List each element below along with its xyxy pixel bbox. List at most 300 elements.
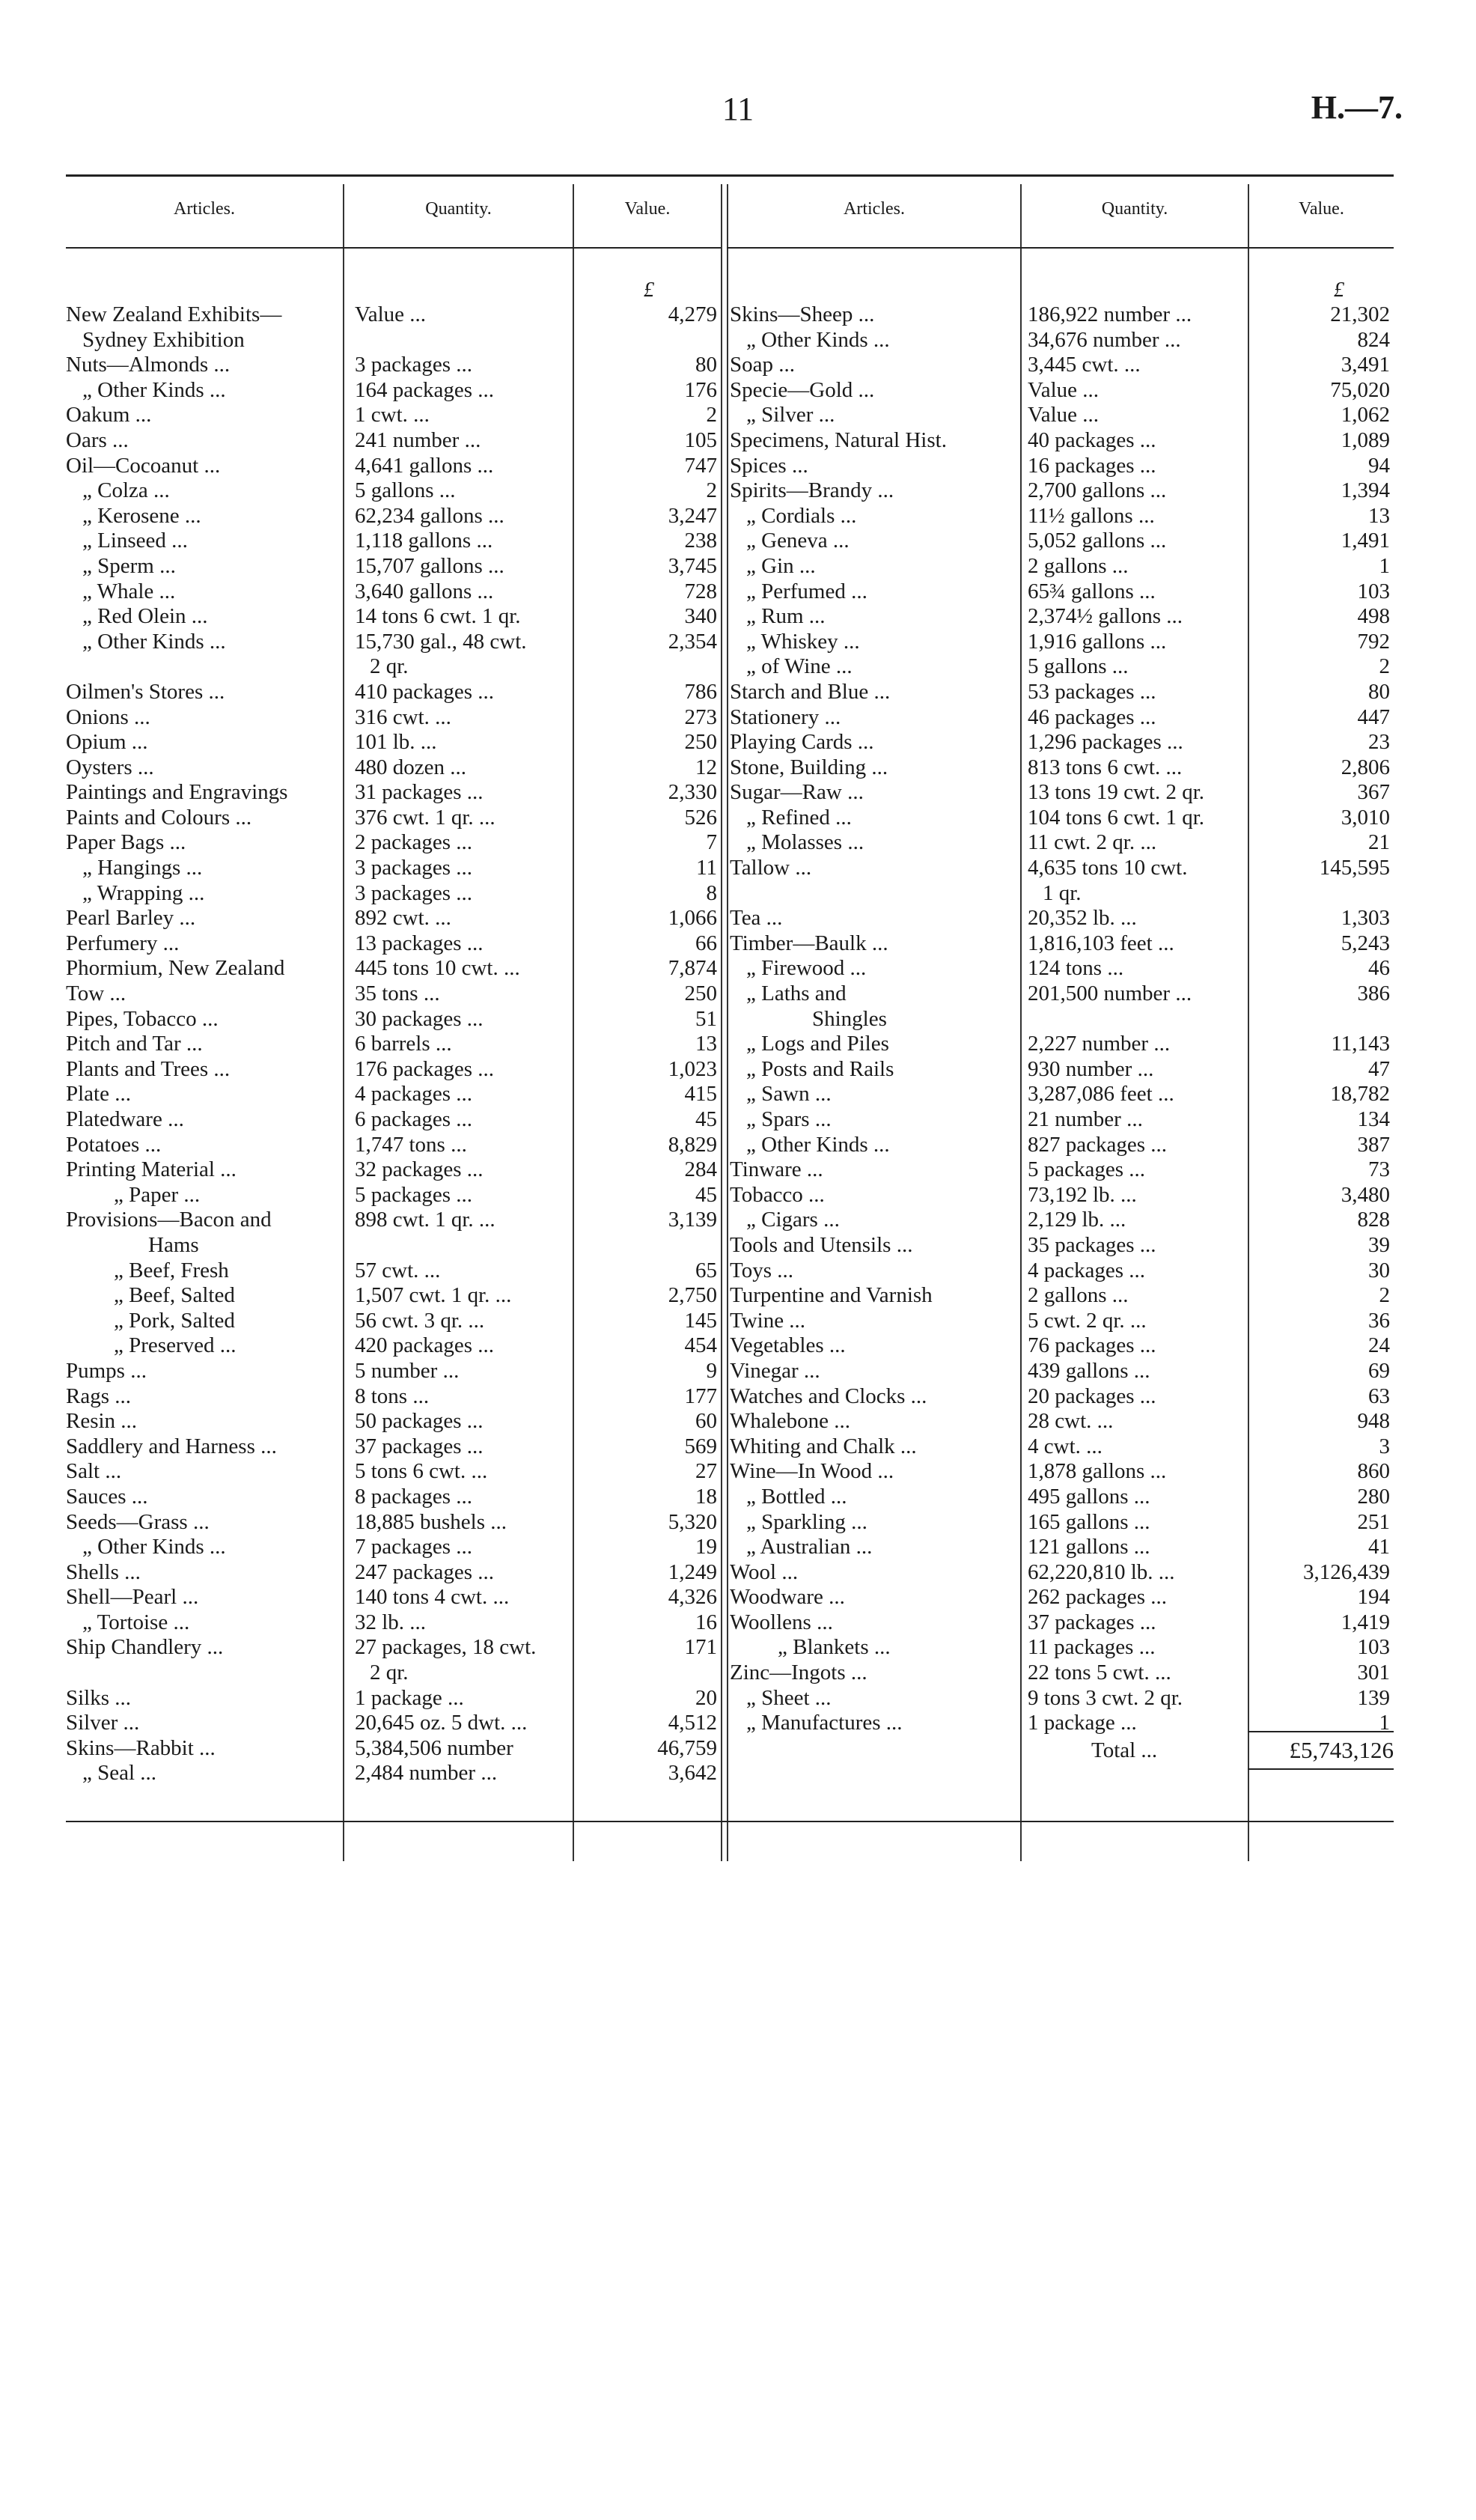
table-row <box>730 755 1394 781</box>
quantity-cell: 1,118 gallons ... <box>355 529 493 553</box>
article-cell: Stone, Building ... <box>730 755 888 779</box>
value-cell: 75,020 <box>1330 377 1390 402</box>
quantity-cell: 13 tons 19 cwt. 2 qr. <box>1028 780 1205 805</box>
value-cell: 80 <box>695 353 717 377</box>
article-cell: „ Bottled ... <box>746 1484 847 1509</box>
article-cell: „ Geneva ... <box>746 529 850 553</box>
table-row <box>66 1333 721 1359</box>
table-row <box>66 931 721 957</box>
value-cell: 1,491 <box>1341 529 1390 553</box>
table-row <box>66 1560 721 1586</box>
table-row <box>66 1686 721 1711</box>
table-row <box>730 1233 1394 1259</box>
value-cell: 3,491 <box>1341 353 1390 377</box>
quantity-cell: 11½ gallons ... <box>1028 503 1155 528</box>
page-number: 11 <box>722 91 754 127</box>
value-cell: 24 <box>1368 1333 1390 1358</box>
article-cell: Tools and Utensils ... <box>730 1232 913 1257</box>
article-cell: Tow ... <box>66 981 126 1006</box>
quantity-cell: 140 tons 4 cwt. ... <box>355 1585 510 1610</box>
quantity-cell: Value ... <box>355 302 427 326</box>
value-cell: 792 <box>1357 629 1390 654</box>
article-cell: „ Paper ... <box>114 1182 201 1207</box>
value-cell: 9 <box>706 1358 717 1383</box>
article-cell: Shell—Pearl ... <box>66 1585 199 1610</box>
table-row <box>730 1309 1394 1334</box>
quantity-cell: 1,296 packages ... <box>1028 730 1183 755</box>
quantity-cell: 1,747 tons ... <box>355 1132 467 1157</box>
table-row <box>66 1409 721 1434</box>
value-cell: 828 <box>1357 1208 1390 1232</box>
value-cell: 176 <box>684 377 717 402</box>
table-row <box>66 1082 721 1107</box>
quantity-cell: 2,700 gallons ... <box>1028 478 1167 503</box>
table-row <box>66 1610 721 1636</box>
value-cell: 13 <box>695 1032 717 1056</box>
value-cell: 948 <box>1357 1409 1390 1434</box>
table-row <box>730 1333 1394 1359</box>
value-cell: 66 <box>695 931 717 955</box>
table-row <box>66 1107 721 1133</box>
quantity-cell: 376 cwt. 1 qr. ... <box>355 805 495 830</box>
value-cell: 139 <box>1357 1685 1390 1710</box>
value-cell: 728 <box>684 579 717 603</box>
value-cell: 4,326 <box>668 1585 717 1610</box>
quantity-cell: 15,707 gallons ... <box>355 553 504 578</box>
quantity-cell: 104 tons 6 cwt. 1 qr. <box>1028 805 1205 830</box>
quantity-cell: 9 tons 3 cwt. 2 qr. <box>1028 1685 1183 1710</box>
table-row <box>730 403 1394 428</box>
quantity-cell: 3,287,086 feet ... <box>1028 1082 1174 1107</box>
article-cell: Woollens ... <box>730 1610 833 1634</box>
quantity-cell: 31 packages ... <box>355 780 484 805</box>
table-row <box>66 302 721 328</box>
value-cell: 569 <box>684 1434 717 1458</box>
value-cell: 21,302 <box>1330 302 1390 326</box>
value-cell: 238 <box>684 529 717 553</box>
article-cell: Seeds—Grass ... <box>66 1509 210 1534</box>
value-cell: 3,247 <box>668 503 717 528</box>
quantity-cell: 13 packages ... <box>355 931 484 955</box>
value-cell: 8,829 <box>668 1132 717 1157</box>
article-cell: „ Perfumed ... <box>746 579 867 603</box>
table-row <box>66 1635 721 1661</box>
quantity-cell: 4 packages ... <box>1028 1258 1146 1282</box>
article-cell: „ Rum ... <box>746 604 826 629</box>
value-cell: 171 <box>684 1635 717 1660</box>
table-row <box>730 1610 1394 1636</box>
table-row <box>66 1761 721 1786</box>
value-cell: 1,089 <box>1341 427 1390 452</box>
quantity-cell: 898 cwt. 1 qr. ... <box>355 1208 495 1232</box>
table-row <box>66 830 721 856</box>
table-row <box>66 1384 721 1410</box>
quantity-cell: 16 packages ... <box>1028 453 1156 478</box>
article-cell: Oilmen's Stores ... <box>66 679 225 704</box>
value-cell: 45 <box>695 1107 717 1131</box>
article-cell: „ Pork, Salted <box>114 1308 235 1333</box>
quantity-cell: 164 packages ... <box>355 377 495 402</box>
value-cell: 11 <box>696 856 717 880</box>
article-cell: Specimens, Natural Hist. <box>730 427 947 452</box>
article-cell: Soap ... <box>730 353 795 377</box>
table-row <box>66 1309 721 1334</box>
value-cell: 250 <box>684 730 717 755</box>
table-row <box>66 906 721 931</box>
article-cell: Oil—Cocoanut ... <box>66 453 221 478</box>
table-row <box>66 1485 721 1510</box>
table-row <box>730 1560 1394 1586</box>
value-cell: 103 <box>1357 1635 1390 1660</box>
table-row <box>66 378 721 404</box>
table-row <box>66 328 721 353</box>
table-row <box>730 906 1394 931</box>
article-cell: Shells ... <box>66 1559 141 1584</box>
article-cell: Sauces ... <box>66 1484 148 1509</box>
table-row <box>66 1459 721 1485</box>
article-cell: „ Manufactures ... <box>746 1711 903 1735</box>
article-cell: Starch and Blue ... <box>730 679 891 704</box>
quantity-cell: 34,676 number ... <box>1028 327 1181 352</box>
quantity-cell: 1 qr. <box>1043 880 1082 905</box>
article-cell: Silks ... <box>66 1685 132 1710</box>
article-cell: „ Red Olein ... <box>82 604 208 629</box>
quantity-cell: 101 lb. ... <box>355 730 437 755</box>
table-row <box>66 680 721 705</box>
table-row <box>66 755 721 781</box>
quantity-cell: 121 gallons ... <box>1028 1535 1150 1559</box>
quantity-cell: 1,878 gallons ... <box>1028 1459 1167 1484</box>
value-cell: 73 <box>1368 1157 1390 1182</box>
table-row <box>66 1359 721 1384</box>
article-cell: Woodware ... <box>730 1585 845 1610</box>
table-row <box>66 1007 721 1032</box>
value-cell: 47 <box>1368 1056 1390 1081</box>
table-row <box>730 981 1394 1007</box>
table-row <box>730 1032 1394 1057</box>
table-row <box>730 1661 1394 1686</box>
value-cell: 3,139 <box>668 1208 717 1232</box>
value-cell: 94 <box>1368 453 1390 478</box>
value-cell: 3,126,439 <box>1303 1559 1390 1584</box>
quantity-cell: 8 tons ... <box>355 1384 430 1408</box>
article-cell: Resin ... <box>66 1409 138 1434</box>
quantity-cell: 20 packages ... <box>1028 1384 1156 1408</box>
value-cell: 1,394 <box>1341 478 1390 503</box>
value-cell: 454 <box>684 1333 717 1358</box>
article-cell: Watches and Clocks ... <box>730 1384 927 1408</box>
quantity-cell: 35 tons ... <box>355 981 440 1006</box>
article-cell: „ Tortoise ... <box>82 1610 190 1634</box>
value-cell: 1,419 <box>1341 1610 1390 1634</box>
article-cell: Skins—Rabbit ... <box>66 1735 216 1760</box>
value-cell: 145 <box>684 1308 717 1333</box>
article-cell: Tinware ... <box>730 1157 823 1182</box>
quantity-cell: 37 packages ... <box>1028 1610 1156 1634</box>
header-articles-right: Articles. <box>844 199 905 219</box>
value-cell: 63 <box>1368 1384 1390 1408</box>
quantity-cell: 4,635 tons 10 cwt. <box>1028 856 1188 880</box>
quantity-cell: 35 packages ... <box>1028 1232 1156 1257</box>
quantity-cell: 6 barrels ... <box>355 1032 452 1056</box>
table-row <box>66 1535 721 1560</box>
table-row <box>730 630 1394 655</box>
quantity-cell: 4 packages ... <box>355 1082 473 1107</box>
quantity-cell: 813 tons 6 cwt. ... <box>1028 755 1183 779</box>
value-cell: 30 <box>1368 1258 1390 1282</box>
table-row <box>730 1635 1394 1661</box>
value-cell: 301 <box>1357 1661 1390 1685</box>
currency-symbol-left: £ <box>644 279 654 302</box>
quantity-cell: 3,640 gallons ... <box>355 579 494 603</box>
article-cell: „ Australian ... <box>746 1535 873 1559</box>
table-row <box>730 1459 1394 1485</box>
article-cell: Turpentine and Varnish <box>730 1283 933 1308</box>
value-cell: 80 <box>1368 679 1390 704</box>
quantity-cell: 1 package ... <box>355 1685 464 1710</box>
column-divider <box>727 184 728 1861</box>
header-value-left: Value. <box>624 199 671 219</box>
total-value: £5,743,126 <box>1289 1737 1394 1763</box>
currency-symbol-right: £ <box>1334 279 1344 302</box>
article-cell: „ Whale ... <box>82 579 176 603</box>
quantity-cell: 22 tons 5 cwt. ... <box>1028 1661 1171 1685</box>
article-cell: „ Wrapping ... <box>82 880 205 905</box>
table-row <box>730 780 1394 806</box>
article-cell: „ Whiskey ... <box>746 629 860 654</box>
value-cell: 8 <box>706 880 717 905</box>
table-row <box>66 1032 721 1057</box>
value-cell: 747 <box>684 453 717 478</box>
article-cell: Whalebone ... <box>730 1409 851 1434</box>
quantity-cell: 4,641 gallons ... <box>355 453 494 478</box>
table-row <box>66 630 721 655</box>
table-row <box>730 504 1394 529</box>
table-row <box>66 705 721 731</box>
value-cell: 3,480 <box>1341 1182 1390 1207</box>
article-cell: Rags ... <box>66 1384 131 1408</box>
table-row <box>66 1736 721 1762</box>
table-row <box>730 1585 1394 1610</box>
value-cell: 39 <box>1368 1232 1390 1257</box>
quantity-cell: 20,645 oz. 5 dwt. ... <box>355 1711 528 1735</box>
quantity-cell: 27 packages, 18 cwt. <box>355 1635 537 1660</box>
table-row <box>66 1233 721 1259</box>
article-cell: „ Seal ... <box>82 1761 157 1786</box>
quantity-cell: 76 packages ... <box>1028 1333 1156 1358</box>
article-cell: Whiting and Chalk ... <box>730 1434 917 1458</box>
quantity-cell: 11 packages ... <box>1028 1635 1156 1660</box>
article-cell: Sydney Exhibition <box>82 327 245 352</box>
table-row <box>730 579 1394 605</box>
value-cell: 2 <box>1379 654 1390 679</box>
value-cell: 251 <box>1357 1509 1390 1534</box>
bottom-rule <box>66 1821 1394 1822</box>
value-cell: 51 <box>695 1006 717 1031</box>
table-row <box>730 454 1394 479</box>
value-cell: 21 <box>1368 830 1390 855</box>
quantity-cell: 827 packages ... <box>1028 1132 1168 1157</box>
article-cell: „ Other Kinds ... <box>746 327 890 352</box>
value-cell: 1 <box>1379 1711 1390 1735</box>
quantity-cell: 165 gallons ... <box>1028 1509 1150 1534</box>
value-cell: 23 <box>1368 730 1390 755</box>
table-row <box>730 428 1394 454</box>
article-cell: Hams <box>148 1232 199 1257</box>
value-cell: 526 <box>684 805 717 830</box>
table-row <box>730 1384 1394 1410</box>
article-cell: „ Hangings ... <box>82 856 203 880</box>
article-cell: „ Other Kinds ... <box>82 1535 226 1559</box>
article-cell: Onions ... <box>66 704 150 729</box>
table-row <box>66 1510 721 1536</box>
value-cell: 5,243 <box>1341 931 1390 955</box>
article-cell: Specie—Gold ... <box>730 377 875 402</box>
value-cell: 250 <box>684 981 717 1006</box>
quantity-cell: 5,052 gallons ... <box>1028 529 1167 553</box>
value-cell: 12 <box>695 755 717 779</box>
article-cell: New Zealand Exhibits— <box>66 302 282 326</box>
value-cell: 134 <box>1357 1107 1390 1131</box>
value-cell: 7,874 <box>668 956 717 981</box>
value-cell: 1,062 <box>1341 403 1390 427</box>
article-cell: „ Blankets ... <box>778 1635 891 1660</box>
value-cell: 46,759 <box>657 1735 717 1760</box>
quantity-cell: 40 packages ... <box>1028 427 1156 452</box>
table-row <box>730 1259 1394 1284</box>
value-cell: 280 <box>1357 1484 1390 1509</box>
value-cell: 3,010 <box>1341 805 1390 830</box>
quantity-cell: 56 cwt. 3 qr. ... <box>355 1308 485 1333</box>
article-cell: „ Other Kinds ... <box>82 629 226 654</box>
header-quantity-left: Quantity. <box>425 199 492 219</box>
quantity-cell: 2 qr. <box>370 1661 409 1685</box>
value-cell: 36 <box>1368 1308 1390 1333</box>
value-cell: 3,642 <box>668 1761 717 1786</box>
table-row <box>730 1057 1394 1083</box>
quantity-cell: 892 cwt. ... <box>355 906 451 931</box>
value-cell: 824 <box>1357 327 1390 352</box>
article-cell: „ Sawn ... <box>746 1082 832 1107</box>
quantity-cell: Value ... <box>1028 403 1100 427</box>
table-row <box>730 1007 1394 1032</box>
article-cell: „ Linseed ... <box>82 529 188 553</box>
table-row <box>730 1409 1394 1434</box>
article-cell: „ Other Kinds ... <box>746 1132 890 1157</box>
article-cell: Nuts—Almonds ... <box>66 353 231 377</box>
table-row <box>730 680 1394 705</box>
table-row <box>730 956 1394 981</box>
quantity-cell: 316 cwt. ... <box>355 704 451 729</box>
value-cell: 386 <box>1357 981 1390 1006</box>
article-cell: Zinc—Ingots ... <box>730 1661 867 1685</box>
quantity-cell: 2 packages ... <box>355 830 473 855</box>
table-row <box>730 1686 1394 1711</box>
article-cell: „ Spars ... <box>746 1107 832 1131</box>
table-row <box>66 454 721 479</box>
value-cell: 46 <box>1368 956 1390 981</box>
table-row <box>730 730 1394 755</box>
table-row <box>66 1183 721 1208</box>
article-cell: Tea ... <box>730 906 783 931</box>
quantity-cell: 5 cwt. 2 qr. ... <box>1028 1308 1147 1333</box>
value-cell: 2,806 <box>1341 755 1390 779</box>
article-cell: Saddlery and Harness ... <box>66 1434 277 1458</box>
quantity-cell: 2 gallons ... <box>1028 553 1129 578</box>
value-cell: 367 <box>1357 780 1390 805</box>
quantity-cell: 32 packages ... <box>355 1157 484 1182</box>
quantity-cell: 28 cwt. ... <box>1028 1409 1114 1434</box>
quantity-cell: 262 packages ... <box>1028 1585 1168 1610</box>
table-row <box>730 1434 1394 1460</box>
table-row <box>66 806 721 831</box>
table-row <box>730 554 1394 579</box>
article-cell: „ Cordials ... <box>746 503 857 528</box>
header-rule-right <box>727 247 1394 249</box>
article-cell: Opium ... <box>66 730 148 755</box>
value-cell: 786 <box>684 679 717 704</box>
table-row <box>66 654 721 680</box>
article-cell: Silver ... <box>66 1711 140 1735</box>
quantity-cell: 5 gallons ... <box>355 478 456 503</box>
article-cell: „ Laths and <box>746 981 847 1006</box>
top-rule <box>66 174 1394 177</box>
article-cell: Salt ... <box>66 1459 122 1484</box>
table-row <box>66 504 721 529</box>
quantity-cell: 495 gallons ... <box>1028 1484 1150 1509</box>
header-quantity-right: Quantity. <box>1101 199 1168 219</box>
quantity-cell: 2,227 number ... <box>1028 1032 1171 1056</box>
value-cell: 3 <box>1379 1434 1390 1458</box>
article-cell: Plants and Trees ... <box>66 1056 231 1081</box>
quantity-cell: 15,730 gal., 48 cwt. <box>355 629 527 654</box>
value-cell: 194 <box>1357 1585 1390 1610</box>
value-cell: 7 <box>706 830 717 855</box>
table-row <box>66 1157 721 1183</box>
article-cell: Printing Material ... <box>66 1157 237 1182</box>
article-cell: Wool ... <box>730 1559 799 1584</box>
table-row <box>66 1661 721 1686</box>
value-cell: 18,782 <box>1330 1082 1390 1107</box>
quantity-cell: 1,816,103 feet ... <box>1028 931 1174 955</box>
table-row <box>66 956 721 981</box>
value-cell: 45 <box>695 1182 717 1207</box>
table-row <box>730 1510 1394 1536</box>
quantity-cell: 4 cwt. ... <box>1028 1434 1103 1458</box>
column-divider <box>721 184 722 1861</box>
article-cell: Tobacco ... <box>730 1182 825 1207</box>
table-row <box>66 1208 721 1233</box>
quantity-cell: 176 packages ... <box>355 1056 495 1081</box>
quantity-cell: 2,129 lb. ... <box>1028 1208 1126 1232</box>
quantity-cell: 2 gallons ... <box>1028 1283 1129 1308</box>
value-cell: 177 <box>684 1384 717 1408</box>
quantity-cell: 5,384,506 number <box>355 1735 513 1760</box>
article-cell: Perfumery ... <box>66 931 180 955</box>
article-cell: Wine—In Wood ... <box>730 1459 894 1484</box>
value-cell: 41 <box>1368 1535 1390 1559</box>
value-cell: 498 <box>1357 604 1390 629</box>
article-cell: Stationery ... <box>730 704 841 729</box>
quantity-cell: 37 packages ... <box>355 1434 484 1458</box>
article-cell: „ of Wine ... <box>746 654 853 679</box>
article-cell: Ship Chandlery ... <box>66 1635 224 1660</box>
value-cell: 4,279 <box>668 302 717 326</box>
header-value-right: Value. <box>1299 199 1344 219</box>
quantity-cell: 201,500 number ... <box>1028 981 1192 1006</box>
table-row <box>730 1283 1394 1309</box>
quantity-cell: 930 number ... <box>1028 1056 1154 1081</box>
